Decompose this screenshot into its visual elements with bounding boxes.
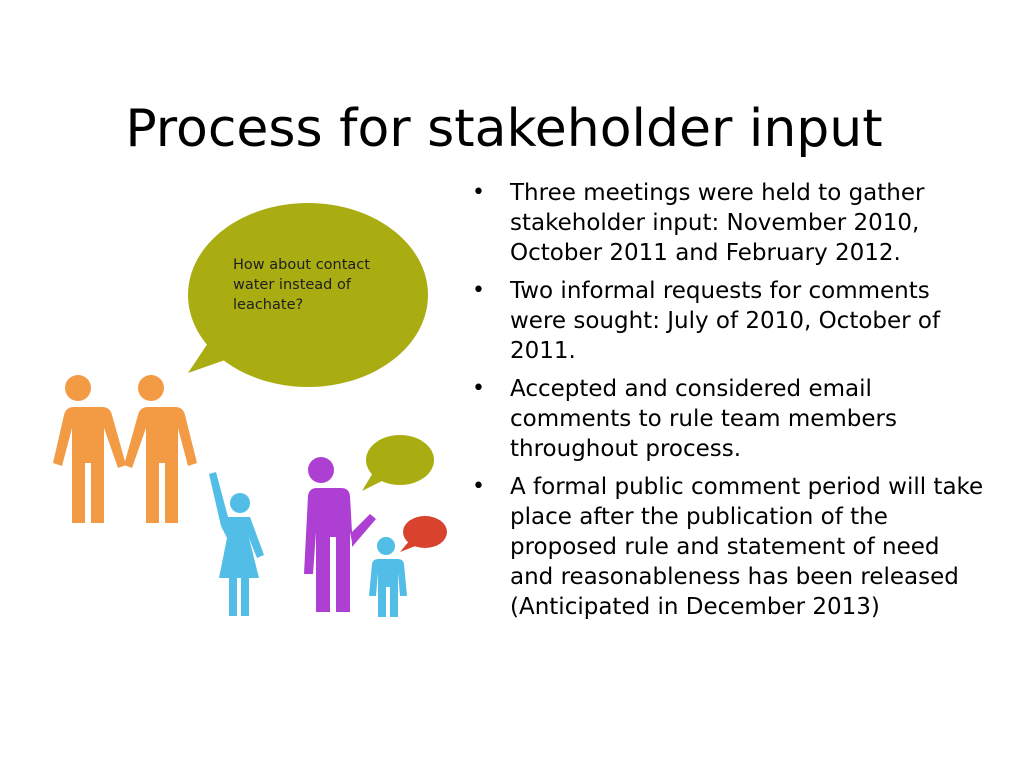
- blue-girl-figure: [209, 472, 264, 616]
- speech-bubble-small-green: [362, 435, 434, 491]
- speech-bubble-text: How about contact water instead of leachate?: [233, 257, 370, 313]
- bullet-icon: •: [472, 474, 485, 499]
- bullet-item: [470, 472, 990, 622]
- bullet-icon: •: [472, 278, 485, 303]
- bullet-text: A formal public comment period will take place after the publication of the proposed rule and statement of need and reasonableness has been released (Anticipated in December 2013): [510, 474, 984, 620]
- bullet-icon: •: [472, 180, 485, 205]
- bullet-text: Three meetings were held to gather stakeholder input: November 2010, October 2011 and February 2012.: [510, 180, 925, 266]
- bullet-item: [470, 178, 990, 268]
- purple-adult-figure: [301, 457, 376, 612]
- bullet-icon: •: [472, 376, 485, 401]
- bullet-text: Accepted and considered email comments to rule team members throughout process.: [510, 376, 897, 462]
- speech-bubble-small-red: [400, 516, 447, 552]
- bullet-item: [470, 276, 990, 366]
- bullet-text: Two informal requests for comments were sought: July of 2010, October of 2011.: [510, 278, 941, 364]
- bullet-item: [470, 374, 990, 464]
- bullet-list: [470, 178, 990, 630]
- orange-couple-figures: [53, 375, 197, 523]
- slide-title: Process for stakeholder input: [125, 98, 883, 159]
- blue-child-figure: [369, 537, 407, 617]
